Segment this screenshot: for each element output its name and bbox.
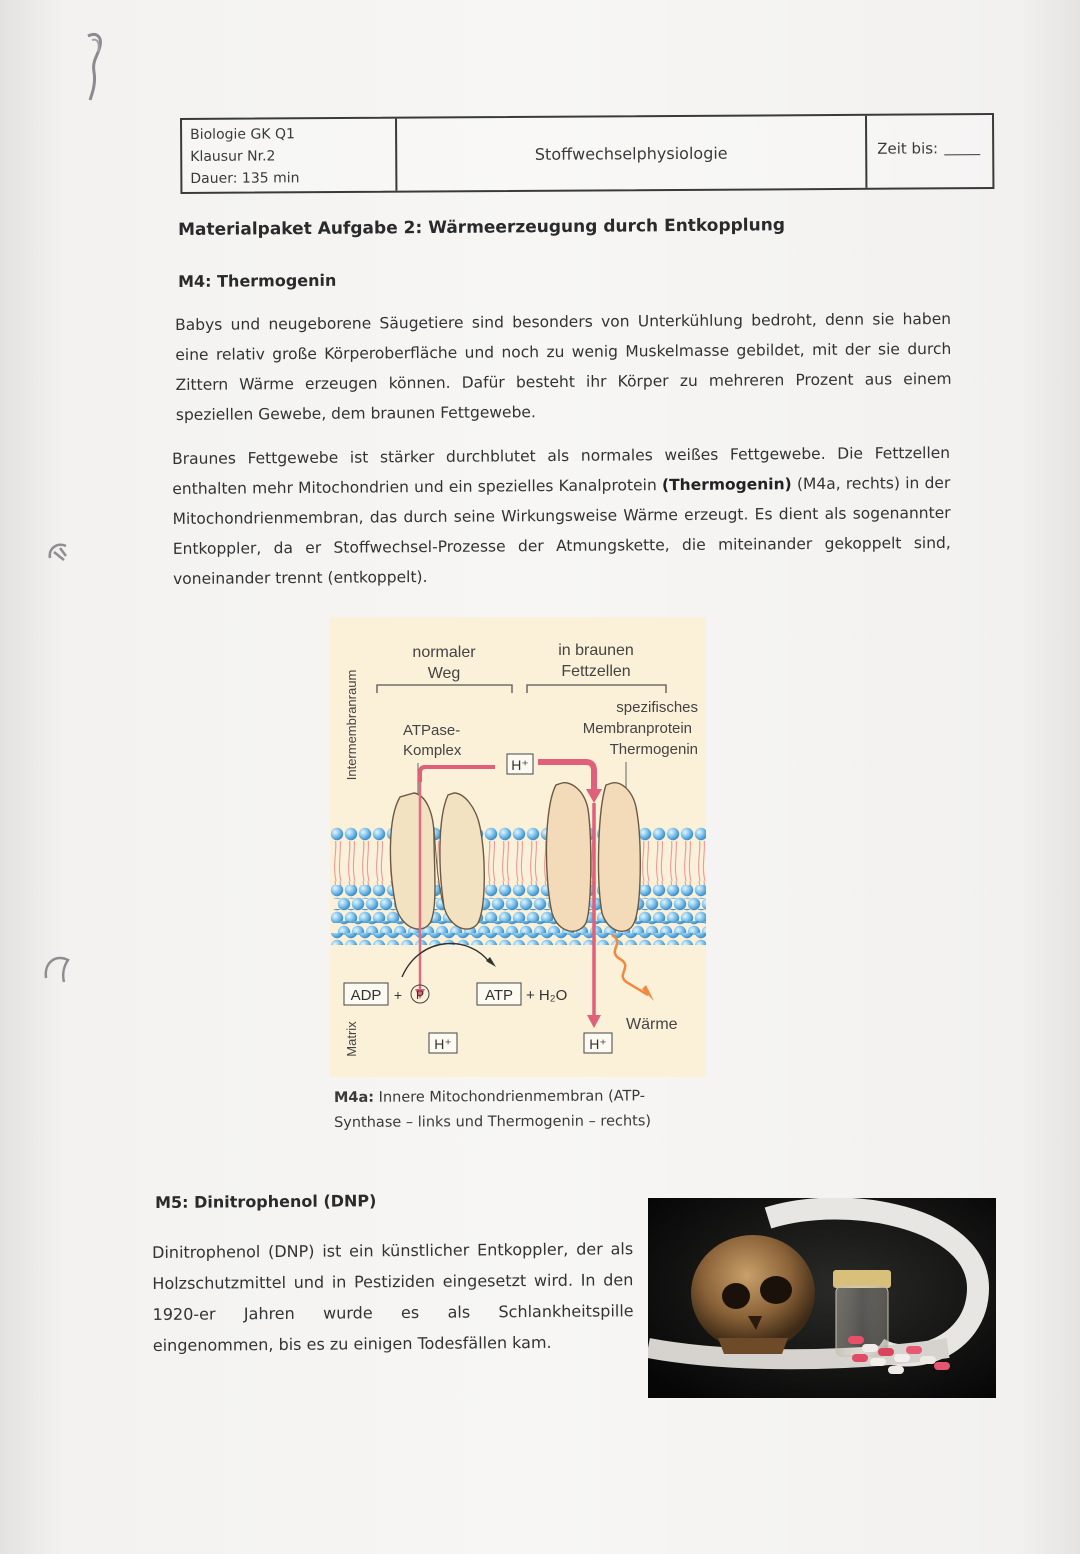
protein-label-2: Membranprotein [582, 720, 692, 737]
header-table [180, 113, 994, 194]
m4-paragraph-2-part-b: (M4a, rechts) in der Mitochondrienmembran, das durch seine Wirkungsweise Wärme erzeugt. Es dient als sogenannter Entkoppler, da er Stoffwechsel-Prozesse der Atmungskette, die miteinander gekoppelt sind, voneinander trennt (entkoppelt). [172, 473, 951, 588]
skull-pills-illustration [648, 1198, 996, 1398]
topic-cell [397, 116, 867, 191]
intermembrane-label: Intermembranraum [344, 669, 359, 781]
membrane-inner-heads-4 [337, 921, 706, 935]
phosphate-label: P [415, 988, 425, 1002]
jar-lid [833, 1270, 891, 1288]
plus-sign: + [393, 987, 403, 1003]
dnp-photo [648, 1198, 996, 1398]
atpase-label-1: ATPase- [403, 722, 461, 739]
membrane-inner-heads-2 [337, 897, 706, 911]
punch-hole-mark-icon [40, 948, 76, 988]
water-label: + H₂O [526, 987, 568, 1004]
exam-label: Klausur Nr.2 [190, 148, 276, 165]
atp-label: ATP [484, 987, 514, 1004]
skull-icon [691, 1235, 815, 1351]
caption-text: Innere Mitochondrienmembran (ATP-Synthase – links und Thermogenin – rechts) [334, 1088, 652, 1131]
course-info-cell [182, 119, 397, 192]
m4-paragraph-2-bold: (Thermogenin) [661, 475, 792, 495]
m5-title: M5: Dinitrophenol (DNP) [155, 1191, 377, 1212]
m4-paragraph-2-part-a: Braunes Fettgewebe ist stärker durchblutet als normales weißes Fettgewebe. Die Fettzellen enthalten mehr Mitochondrien und ein spezielles Kanalprotein [172, 443, 951, 498]
skull-eye-left [722, 1283, 750, 1309]
membrane-tails [330, 841, 706, 885]
pill-jar [836, 1286, 888, 1356]
brown-fat-label-1: in braunen [558, 642, 634, 659]
protein-label-1: spezifisches [616, 699, 698, 716]
m4-paragraph-2 [172, 438, 951, 594]
membrane-inner-heads-3 [330, 909, 706, 923]
m5-paragraph: Dinitrophenol (DNP) ist ein künstlicher Entkoppler, der als Holzschutzmittel und in Pestiziden eingesetzt wird. In den 1920-er Jahren wurde es als Schlankheitspille eingenommen, bis es zu einigen Todesfällen kam. [152, 1239, 634, 1355]
course-label: Biologie GK Q1 [190, 126, 295, 143]
atpase-label-2: Komplex [403, 742, 462, 759]
time-label: Zeit bis: [877, 139, 939, 158]
proton-label-matrix-right: H⁺ [589, 1036, 607, 1052]
punch-hole-mark-icon [44, 538, 74, 568]
time-cell [867, 115, 992, 188]
time-blank [944, 154, 980, 155]
m4-title: M4: Thermogenin [178, 270, 337, 291]
staple-mark-icon [80, 30, 110, 105]
figure-caption [334, 1084, 704, 1136]
proton-label-matrix-left: H⁺ [434, 1036, 452, 1052]
matrix-label: Matrix [344, 1021, 359, 1057]
brown-fat-label-2: Fettzellen [561, 663, 631, 680]
caption-label: M4a: [333, 1089, 375, 1106]
normal-path-label-2: Weg [427, 665, 461, 682]
membrane-inner-heads-1 [330, 885, 706, 899]
proton-label-top: H⁺ [511, 757, 529, 773]
membrane-diagram [330, 617, 706, 1077]
adp-label: ADP [350, 987, 382, 1004]
topic-label: Stoffwechselphysiologie [534, 143, 728, 164]
membrane-outer-heads [330, 827, 706, 841]
membrane-inner-heads-5 [330, 933, 706, 945]
skull-eye-right [760, 1276, 792, 1304]
protein-label-3: Thermogenin [609, 741, 698, 758]
skull-jaw [718, 1338, 788, 1354]
heat-label: Wärme [626, 1016, 678, 1033]
duration-label: Dauer: 135 min [190, 170, 300, 187]
normal-path-label-1: normaler [412, 644, 476, 661]
m4-paragraph-1: Babys und neugeborene Säugetiere sind besonders von Unterkühlung bedroht, denn sie haben eine relativ große Körperoberfläche und noch zu wenig Muskelmasse gebildet, mit der sie durch Zittern Wärme erzeugen können. Dafür besteht ihr Körper zu mehreren Prozent aus einem speziellen Gewebe, dem braunen Fettgewebe. [175, 309, 952, 424]
section-title: Materialpaket Aufgabe 2: Wärmeerzeugung durch Entkopplung [178, 215, 786, 240]
